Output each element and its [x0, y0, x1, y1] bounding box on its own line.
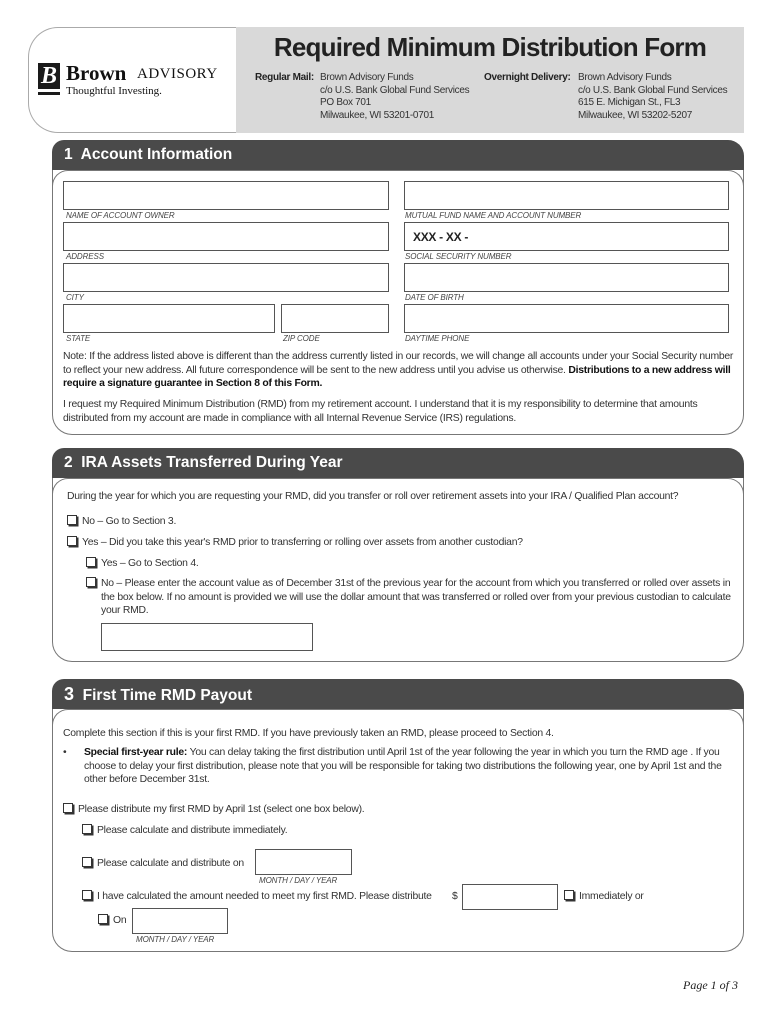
- zip-field[interactable]: [281, 304, 389, 333]
- address-change-note: Note: If the address listed above is different than the address currently listed in our records, we will change all accounts under your Social Security number to reflect your new address. All future correspondence will be sent to the new address until you advise us otherwise. Distributions to a new address will require a signature guarantee in Section 8 of this Form.: [63, 351, 734, 389]
- on-date-label: MONTH / DAY / YEAR: [136, 935, 215, 944]
- dob-label: DATE OF BIRTH: [405, 293, 464, 302]
- april-checkbox[interactable]: [63, 803, 73, 813]
- account-value-field[interactable]: [101, 623, 313, 651]
- dollar-sign: $: [452, 891, 458, 902]
- logo-name-rest: ADVISORY: [137, 66, 218, 82]
- logo-underline: [38, 92, 60, 95]
- logo-name: Brown: [66, 61, 127, 85]
- immediately-or-row: Immediately or: [564, 890, 644, 904]
- option-no-row: No – Go to Section 3.: [67, 515, 176, 529]
- page-number: Page 1 of 3: [683, 978, 738, 992]
- owner-name-label: NAME OF ACCOUNT OWNER: [66, 211, 175, 220]
- brand-logo-mark: B: [38, 63, 60, 89]
- owner-name-field[interactable]: [63, 181, 389, 210]
- option-immediate-row: Please calculate and distribute immediately.: [82, 824, 287, 838]
- state-field[interactable]: [63, 304, 275, 333]
- state-label: STATE: [66, 334, 91, 343]
- rule-bullet: •: [63, 747, 67, 758]
- yes-checkbox[interactable]: [67, 536, 77, 546]
- calculated-checkbox[interactable]: [82, 890, 92, 900]
- section-3-header: 3 First Time RMD Payout: [52, 679, 744, 709]
- regular-mail-address: Brown Advisory Funds c/o U.S. Bank Global Fund Services PO Box 701 Milwaukee, WI 53201-0701: [320, 72, 470, 121]
- immediate-checkbox[interactable]: [82, 824, 92, 834]
- sub-yes-checkbox[interactable]: [86, 557, 96, 567]
- ssn-label: SOCIAL SECURITY NUMBER: [405, 252, 512, 261]
- address-label: ADDRESS: [66, 252, 104, 261]
- fund-account-label: MUTUAL FUND NAME AND ACCOUNT NUMBER: [405, 211, 582, 220]
- immediately-checkbox[interactable]: [564, 890, 574, 900]
- distribute-date-label: MONTH / DAY / YEAR: [259, 876, 338, 885]
- ssn-prefix: XXX - XX -: [413, 230, 469, 244]
- option-date-row: Please calculate and distribute on: [82, 857, 244, 871]
- section-2-header: 2 IRA Assets Transferred During Year: [52, 448, 744, 478]
- overnight-label: Overnight Delivery:: [484, 72, 571, 83]
- on-checkbox[interactable]: [98, 914, 108, 924]
- section-1-header: 1 Account Information: [52, 140, 744, 170]
- first-year-rule: Special first-year rule: You can delay taking the first distribution until April 1st of the year following the year in which you turn the RMD age . If you choose to delay your first distribution, please note that you will be responsible for taking two distributions the following year, one by April 1st and the other before December 31st.: [84, 747, 722, 785]
- address-field[interactable]: [63, 222, 389, 251]
- no-checkbox[interactable]: [67, 515, 77, 525]
- form-title: Required Minimum Distribution Form: [273, 32, 707, 62]
- rmd-request-statement: I request my Required Minimum Distribution (RMD) from my retirement account. I understand that it is my responsibility to determine that amounts distributed from my account are made in compliance with all Internal Revenue Service (IRS) regulations.: [63, 399, 698, 424]
- sub-no-checkbox[interactable]: [86, 577, 96, 587]
- zip-label: ZIP CODE: [283, 334, 320, 343]
- phone-field[interactable]: [404, 304, 729, 333]
- distribute-on-checkbox[interactable]: [82, 857, 92, 867]
- option-calculated-row: I have calculated the amount needed to meet my first RMD. Please distribute: [82, 890, 432, 904]
- distribute-date-field[interactable]: [255, 849, 352, 875]
- regular-mail-label: Regular Mail:: [255, 72, 314, 83]
- sub-yes-row: Yes – Go to Section 4.: [86, 557, 199, 571]
- overnight-address: Brown Advisory Funds c/o U.S. Bank Global Fund Services 615 E. Michigan St., FL3 Milwaukee, WI 53202-5207: [578, 72, 728, 121]
- city-label: CITY: [66, 293, 84, 302]
- amount-field[interactable]: [462, 884, 558, 910]
- fund-account-field[interactable]: [404, 181, 729, 210]
- on-date-field[interactable]: [132, 908, 228, 934]
- option-april-row: Please distribute my first RMD by April 1st (select one box below).: [63, 803, 364, 817]
- section-3-intro: Complete this section if this is your first RMD. If you have previously taken an RMD, please proceed to Section 4.: [63, 728, 554, 739]
- logo-tagline: Thoughtful Investing.: [66, 85, 162, 97]
- dob-field[interactable]: [404, 263, 729, 292]
- on-row: On: [98, 914, 126, 928]
- transfer-question: During the year for which you are requesting your RMD, did you transfer or roll over retirement assets into your IRA / Qualified Plan account?: [67, 491, 679, 502]
- phone-label: DAYTIME PHONE: [405, 334, 470, 343]
- city-field[interactable]: [63, 263, 389, 292]
- option-yes-row: Yes – Did you take this year's RMD prior to transferring or rolling over assets from another custodian?: [67, 536, 523, 550]
- sub-no-text: No – Please enter the account value as of December 31st of the previous year for the account from which you transferred or rolled over assets in the box below. If no amount is provided we will use the dollar amount that was transferred or rolled over from your previous custodian to calculate your RMD.: [101, 578, 731, 616]
- ssn-field[interactable]: [404, 222, 729, 251]
